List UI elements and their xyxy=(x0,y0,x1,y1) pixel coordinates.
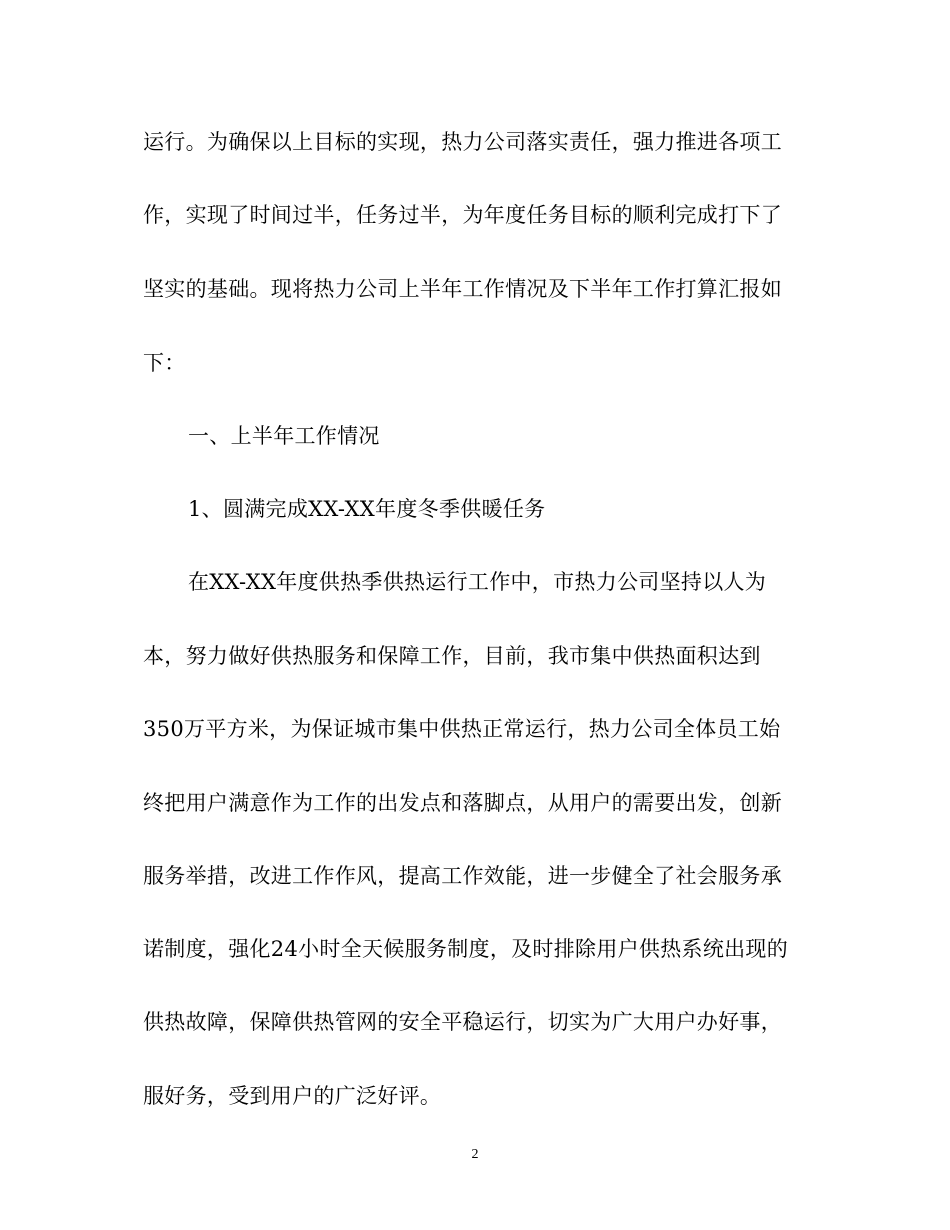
body-text-line: 下： xyxy=(143,351,186,375)
body-text-line: 350万平方米，为保证城市集中供热正常运行，热力公司全体员工始 xyxy=(143,717,781,741)
body-text-line: 服好务，受到用户的广泛好评。 xyxy=(143,1084,442,1108)
page-number: 2 xyxy=(471,1147,479,1162)
body-text-line: 坚实的基础。现将热力公司上半年工作情况及下半年工作打算汇报如 xyxy=(143,277,782,301)
body-text-line: 运行。为确保以上目标的实现，热力公司落实责任，强力推进各项工 xyxy=(143,130,782,154)
body-text-line: 本，努力做好供热服务和保障工作，目前，我市集中供热面积达到 xyxy=(143,644,761,668)
body-text-line: 在XX-XX年度供热季供热运行工作中，市热力公司坚持以人为 xyxy=(188,570,767,594)
body-text-line: 诺制度，强化24小时全天候服务制度，及时排除用户供热系统出现的 xyxy=(143,937,789,961)
section-heading: 一、上半年工作情况 xyxy=(188,424,380,448)
body-text-line: 供热故障，保障供热管网的安全平稳运行，切实为广大用户办好事， xyxy=(143,1010,782,1034)
subsection-heading: 1、圆满完成XX-XX年度冬季供暖任务 xyxy=(188,497,546,521)
body-text-line: 服务举措，改进工作作风，提高工作效能，进一步健全了社会服务承 xyxy=(143,864,782,888)
body-text-line: 终把用户满意作为工作的出发点和落脚点，从用户的需要出发，创新 xyxy=(143,791,782,815)
body-text-line: 作，实现了时间过半，任务过半，为年度任务目标的顺利完成打下了 xyxy=(143,203,782,227)
